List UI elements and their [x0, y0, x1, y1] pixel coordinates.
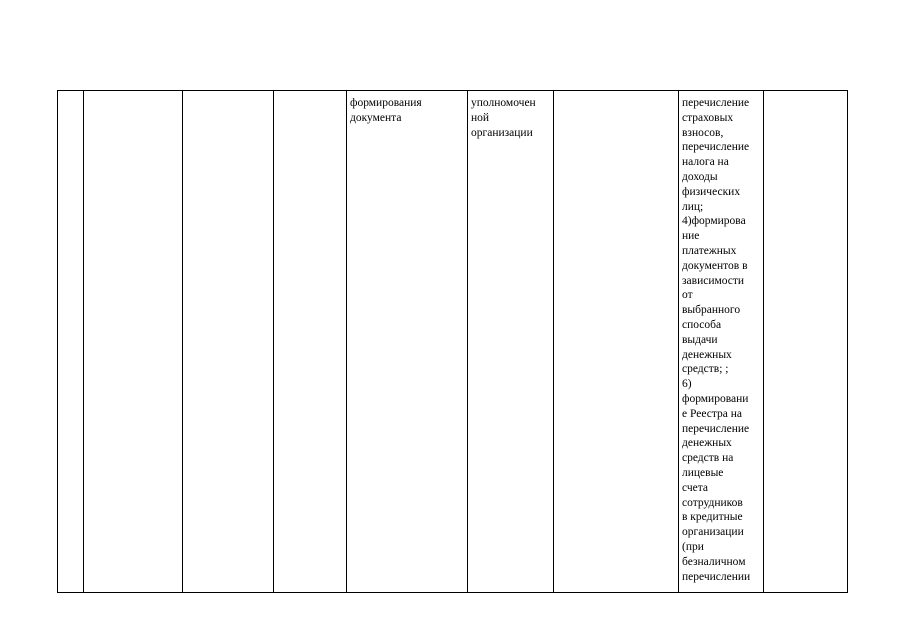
table-cell-4 [274, 91, 347, 593]
table-cell-3 [183, 91, 274, 593]
table-cell-2 [84, 91, 183, 593]
table-cell-9 [764, 91, 848, 593]
table-cell-8: перечисление страховых взносов, перечисление налога на доходы физических лиц; 4)формирова ние платежных документов в зависимости от выбранного способа выдачи денежных средств; ; 6) формировани е Реестра на перечисление денежных средств на лицевые счета сотрудников в кредитные организации (при безналичном перечислении [679, 91, 764, 593]
table-cell-6: уполномочен ной организации [468, 91, 554, 593]
table-cell-1 [58, 91, 84, 593]
procedure-table [57, 90, 848, 593]
table-row [58, 91, 848, 593]
table-cell-5: формирования документа [347, 91, 468, 593]
table-cell-7 [554, 91, 679, 593]
